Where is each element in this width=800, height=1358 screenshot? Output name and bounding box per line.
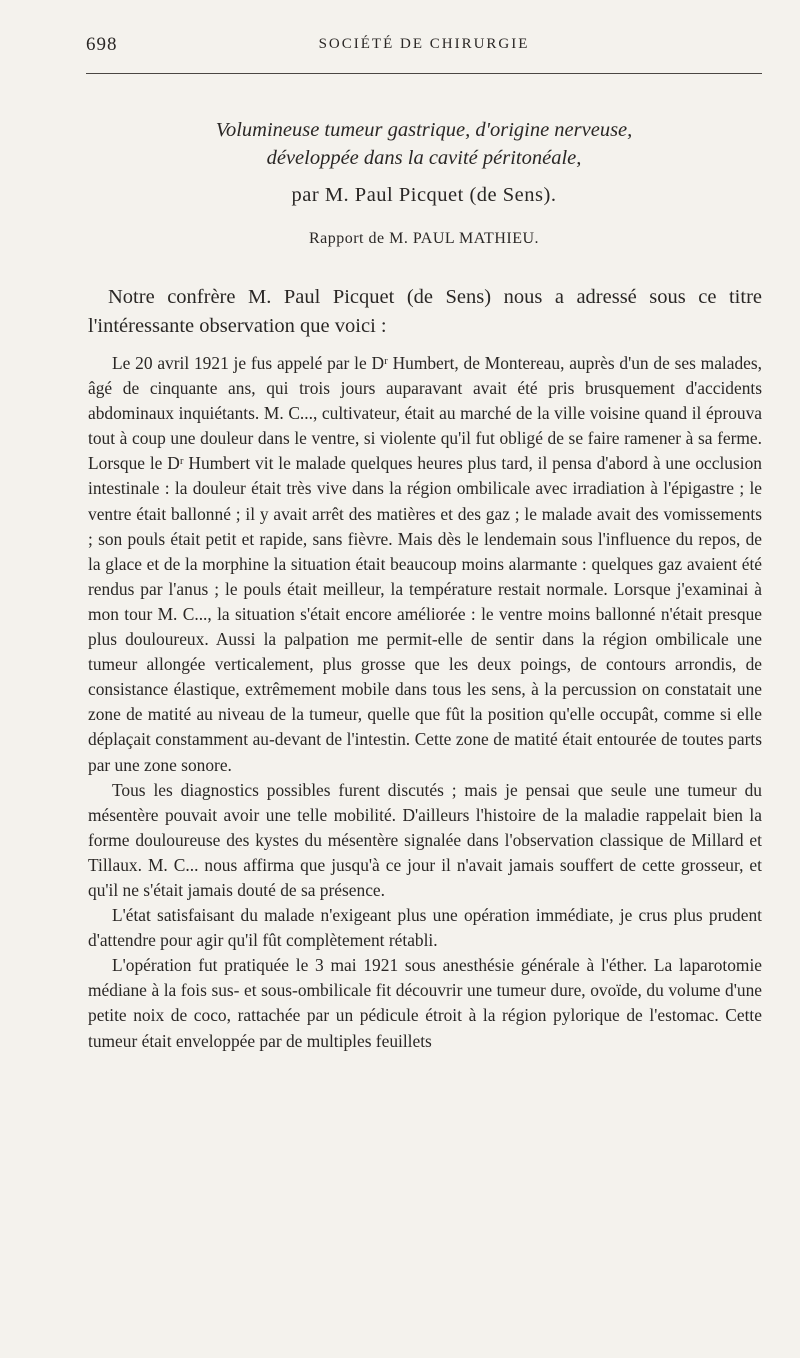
body-paragraph: L'état satisfaisant du malade n'exigeant plus une opération immédiate, je crus plus prudent d'attendre pour agir qu'il fût complètement rétabli. (88, 905, 762, 951)
running-head (86, 34, 762, 58)
body-paragraph: Tous les diagnostics possibles furent discutés ; mais je pensai que seule une tumeur du mésentère pouvait avoir une telle mobilité. D'ailleurs l'histoire de la maladie rappelait bien la forme douloureuse des kystes du mésentère signalée dans l'observation classique de Millard et Tillaux. M. C... nous affirma que jusqu'à ce jour il n'avait jamais souffert de cette grosseur, et qu'il ne s'était jamais douté de sa présence. (88, 779, 762, 900)
header-rule (86, 73, 762, 74)
journal-name: SOCIÉTÉ DE CHIRURGIE (318, 36, 530, 52)
title-line-1: Volumineuse tumeur gastrique, d'origine nerveuse, (215, 119, 633, 141)
page-number: 698 (86, 34, 118, 55)
intro-paragraph: Notre confrère M. Paul Picquet (de Sens) nous a adressé sous ce titre l'intéressante observation que voici : (88, 286, 762, 337)
intro-section (88, 283, 762, 341)
body-paragraph: L'opération fut pratiquée le 3 mai 1921 sous anesthésie générale à l'éther. La laparotomie médiane à la fois sus- et sous-ombilicale fit découvrir une tumeur dure, ovoïde, du volume d'une petite noix de coco, rattachée par un pédicule étroit à la région pylorique de l'estomac. Cette tumeur était enveloppée par de multiples feuillets (88, 955, 762, 1051)
report-by: Rapport de M. PAUL MATHIEU. (308, 230, 540, 247)
article-author: par M. Paul Picquet (de Sens). (291, 184, 557, 206)
observation-body (88, 351, 762, 1054)
body-paragraph: Le 20 avril 1921 je fus appelé par le Dʳ Humbert, de Montereau, auprès d'un de ses malades, âgé de cinquante ans, qui trois jours auparavant avait été pris brusquement d'accidents abdominaux inquiétants. M. C..., cultivateur, était au marché de la ville voisine quand il éprouva tout à coup une douleur dans le ventre, si violente qu'il fut obligé de se faire ramener à sa ferme. Lorsque le Dʳ Humbert vit le malade quelques heures plus tard, il pensa d'abord à une occlusion intestinale : la douleur était très vive dans la région ombilicale avec irradiation à l'épigastre ; le ventre était ballonné ; il y avait arrêt des matières et des gaz ; le malade avait des vomissements ; son pouls était petit et rapide, sans fièvre. Mais dès le lendemain sous l'influence du repos, de la glace et de la morphine la situation était beaucoup moins alarmante : quelques gaz avaient été rendus par l'anus ; le pouls était meilleur, la température restait normale. Lorsque j'examinai à mon tour M. C..., la situation s'était encore améliorée : le ventre moins ballonné n'était presque plus douloureux. Aussi la palpation me permit-elle de sentir dans la région ombilicale une tumeur allongée verticalement, plus grosse que les deux poings, de contours arrondis, de consistance élastique, extrêmement mobile dans tous les sens, à la percussion on constatait une zone de matité au niveau de la tumeur, quelle que fût la position qu'elle occupât, comme si elle déplaçait constamment au-devant de l'intestin. Cette zone de matité était entourée de toutes parts par une zone sonore. (88, 353, 762, 775)
article-title (86, 116, 762, 172)
title-line-2: développée dans la cavité péritonéale, (266, 147, 582, 169)
